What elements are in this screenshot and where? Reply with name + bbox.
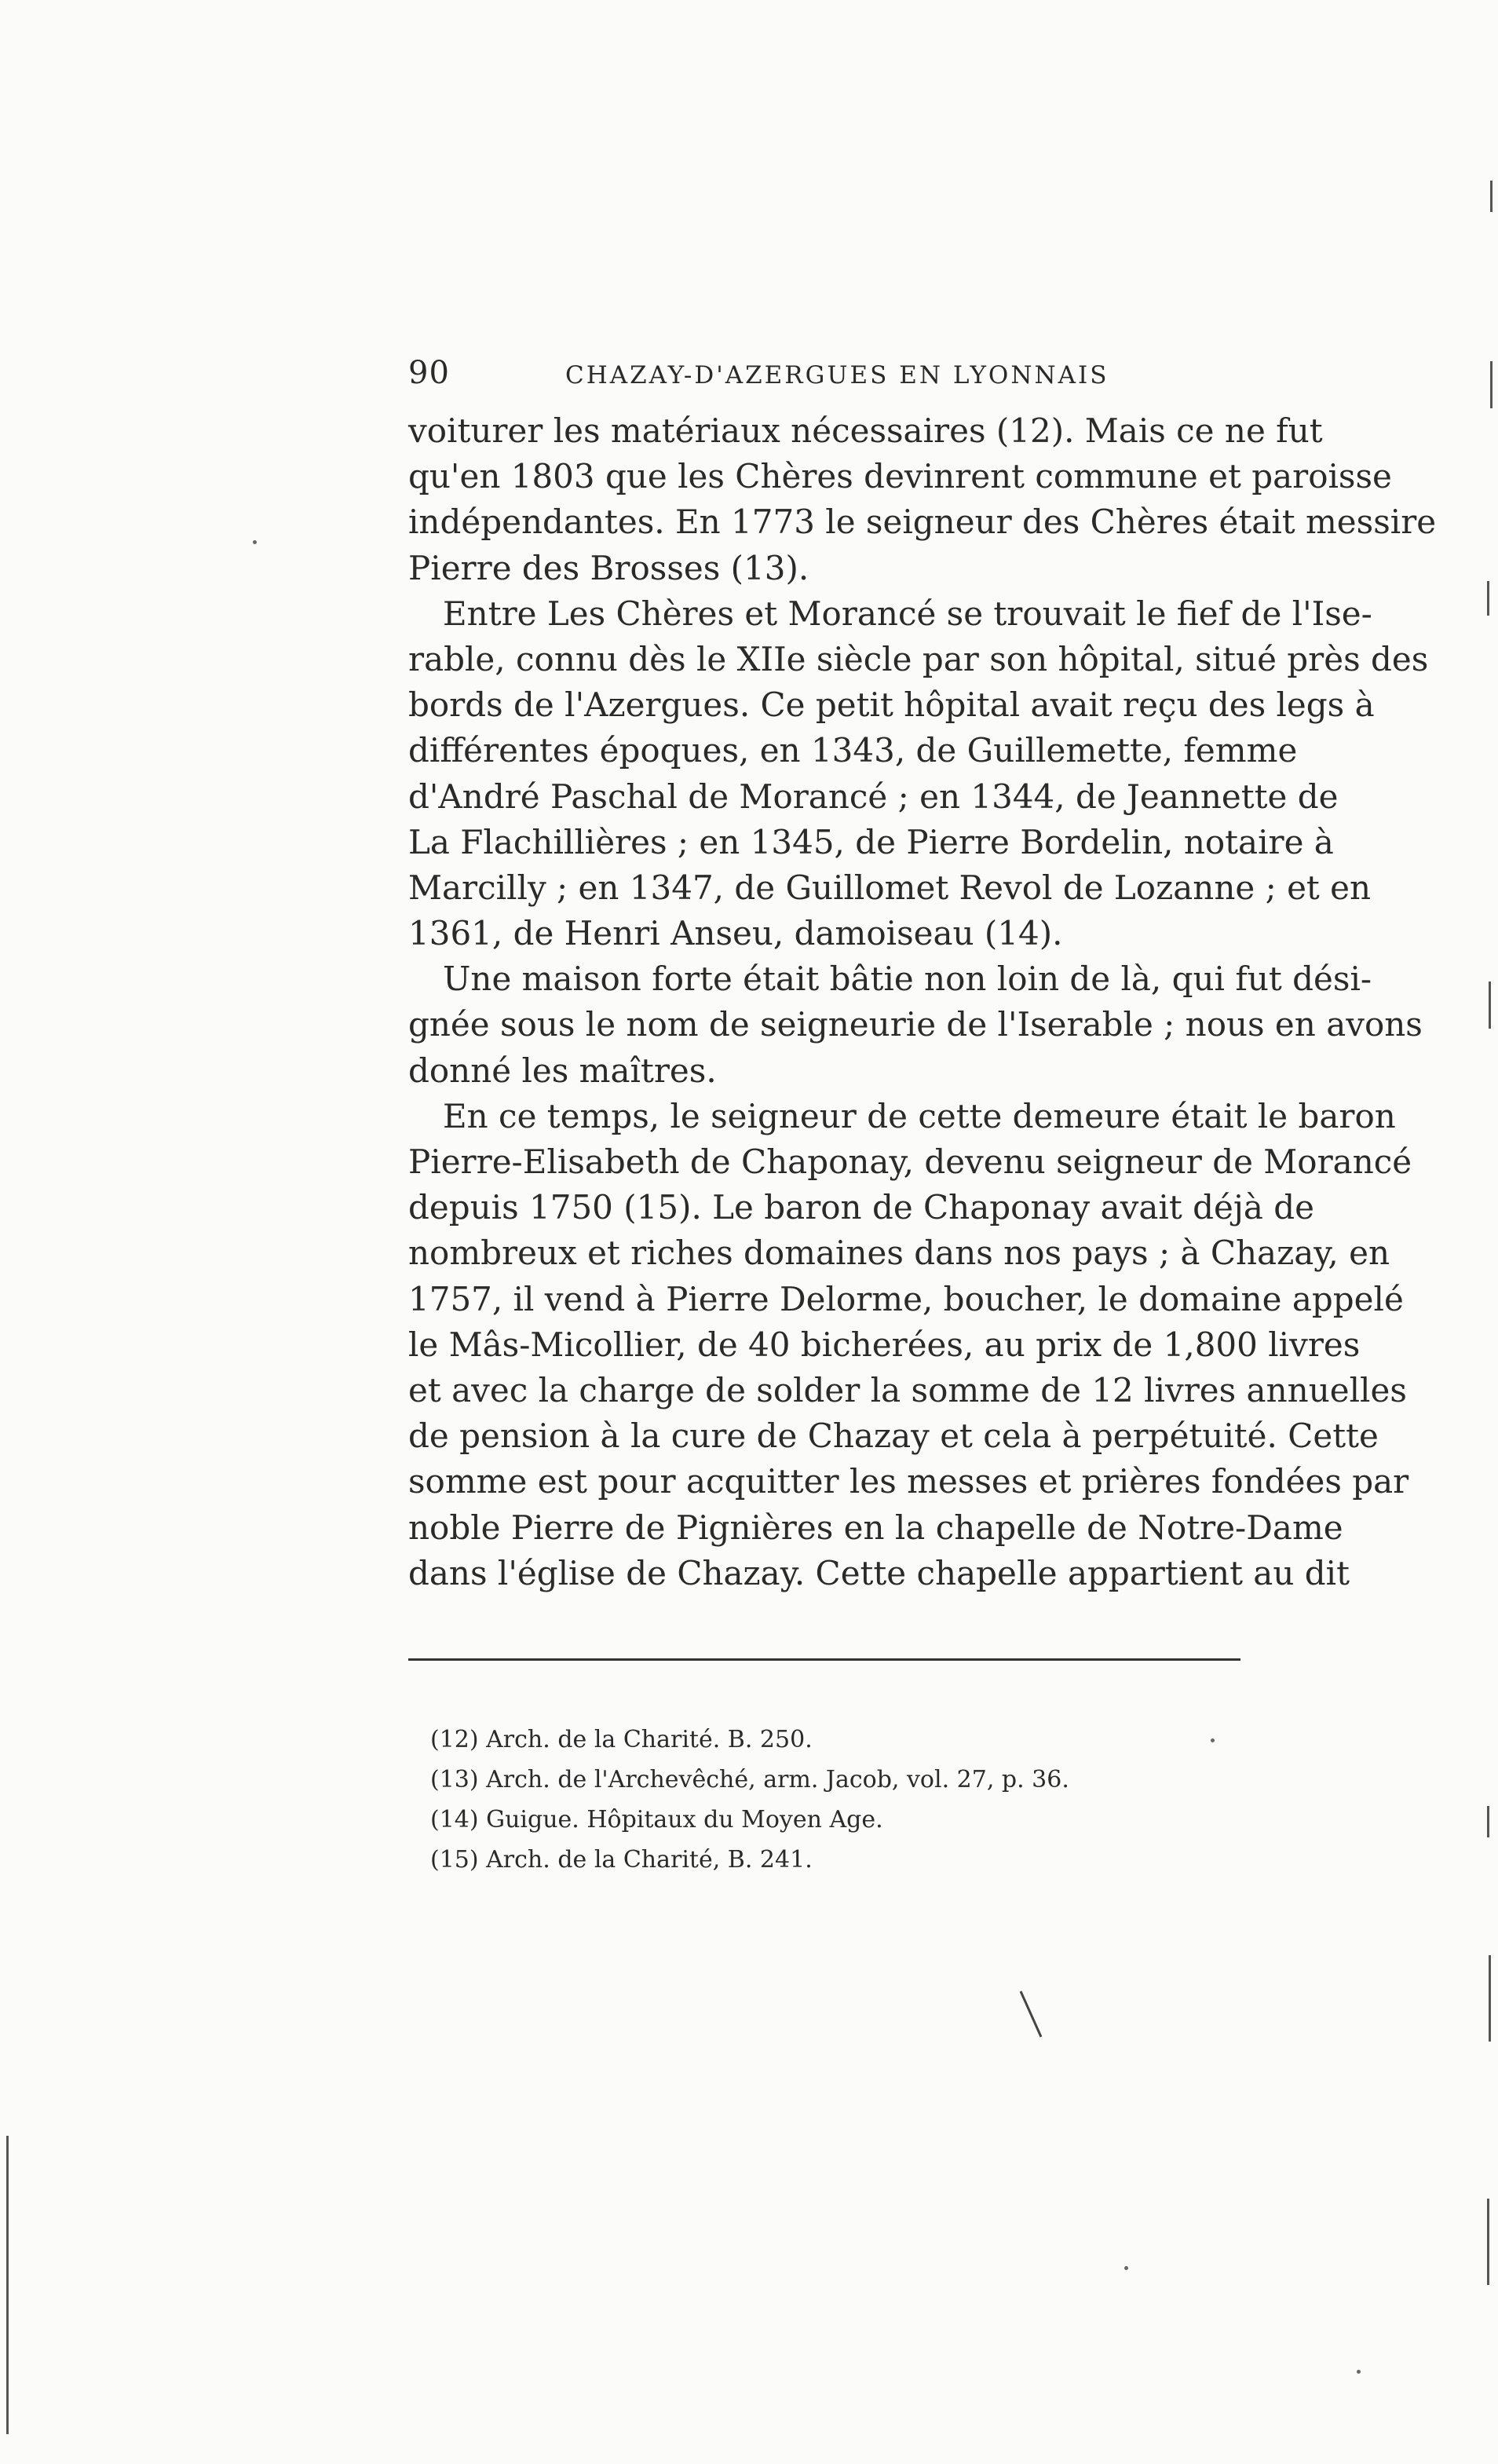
margin-mark [6,2136,9,2434]
footnote: (14) Guigue. Hôpitaux du Moyen Age. [430,1806,883,1833]
text-line: différentes époques, en 1343, de Guillemette, femme [408,731,1298,770]
margin-mark [1487,1806,1489,1837]
margin-mark [1489,982,1491,1029]
margin-mark [1490,361,1493,408]
stray-dot [1124,2266,1128,2270]
page-number: 90 [408,355,450,391]
text-line: voiturer les matériaux nécessaires (12). Mais ce ne fut [408,411,1323,450]
stray-dot [253,540,257,544]
text-line: Pierre des Brosses (13). [408,548,809,587]
text-line: le Mâs-Micollier, de 40 bicherées, au prix de 1,800 livres [408,1325,1361,1364]
body-text [408,408,1437,1596]
running-title: CHAZAY-D'AZERGUES EN LYONNAIS [565,361,1109,389]
text-line: bords de l'Azergues. Ce petit hôpital avait reçu des legs à [408,685,1375,725]
text-line: La Flachillières ; en 1345, de Pierre Bordelin, notaire à [408,822,1334,861]
text-line: somme est pour acquitter les messes et prières fondées par [408,1462,1409,1501]
text-line: donné les maîtres. [408,1051,717,1090]
footnote: (13) Arch. de l'Archevêché, arm. Jacob, vol. 27, p. 36. [430,1766,1069,1793]
text-line: noble Pierre de Pignières en la chapelle de Notre-Dame [408,1508,1343,1547]
footnotes [430,1720,1215,1880]
text-line: qu'en 1803 que les Chères devinrent commune et paroisse [408,457,1392,496]
text-line: depuis 1750 (15). Le baron de Chaponay avait déjà de [408,1188,1314,1227]
footnote: (12) Arch. de la Charité. B. 250. [430,1726,813,1753]
running-head [408,355,1244,402]
text-line: Une maison forte était bâtie non loin de là, qui fut dési- [443,960,1372,999]
text-line: de pension à la cure de Chazay et cela à perpétuité. Cette [408,1417,1379,1456]
text-line: d'André Paschal de Morancé ; en 1344, de Jeannette de [408,777,1339,816]
text-line: 1361, de Henri Anseu, damoiseau (14). [408,914,1063,953]
stray-dot [1357,2370,1361,2374]
margin-mark [1487,581,1489,616]
margin-mark [1490,181,1493,212]
margin-mark [1487,2199,1489,2285]
text-line: nombreux et riches domaines dans nos pays ; à Chazay, en [408,1234,1390,1273]
margin-mark [1489,1955,1491,2042]
text-line: Pierre-Elisabeth de Chaponay, devenu seigneur de Morancé [408,1142,1412,1181]
stray-pen-mark [1018,1988,1049,2043]
text-line: indépendantes. En 1773 le seigneur des Chères était messire [408,503,1437,542]
footnote: (15) Arch. de la Charité, B. 241. [430,1846,813,1874]
text-line: En ce temps, le seigneur de cette demeure était le baron [443,1096,1396,1135]
text-line: Marcilly ; en 1347, de Guillomet Revol de Lozanne ; et en [408,868,1372,907]
text-line: dans l'église de Chazay. Cette chapelle appartient au dit [408,1553,1350,1592]
text-line: gnée sous le nom de seigneurie de l'Iserable ; nous en avons [408,1005,1423,1044]
footnote-rule [408,1658,1240,1661]
text-line: rable, connu dès le XIIe siècle par son hôpital, situé près des [408,639,1429,678]
text-line: et avec la charge de solder la somme de 12 livres annuelles [408,1370,1407,1409]
text-line: 1757, il vend à Pierre Delorme, boucher, le domaine appelé [408,1279,1404,1318]
text-line: Entre Les Chères et Morancé se trouvait le fief de l'Ise- [443,594,1372,633]
stray-dot [1211,1738,1215,1742]
